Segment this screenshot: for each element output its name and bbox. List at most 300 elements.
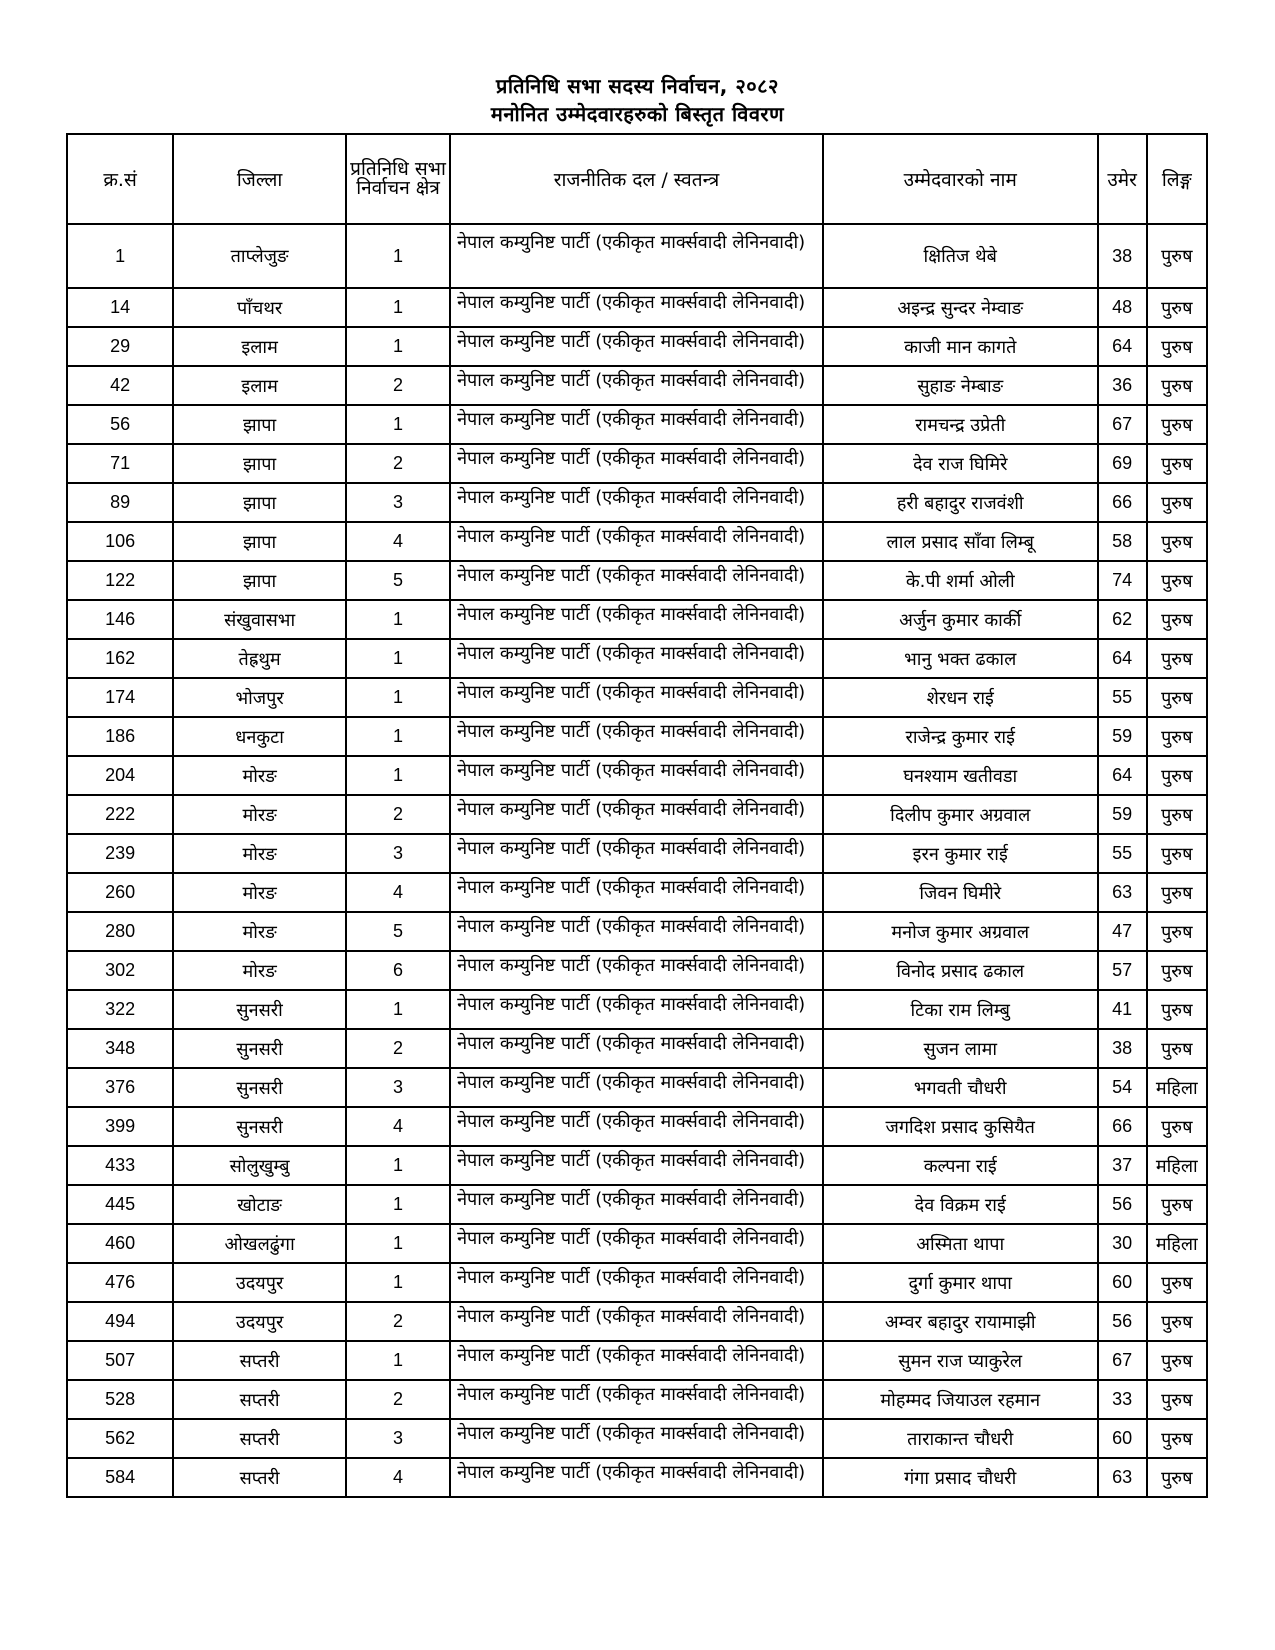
- table-row: [67, 1263, 1207, 1302]
- cell-serial: 162: [67, 639, 173, 678]
- party-text: नेपाल कम्युनिष्ट पार्टी (एकीकृत मार्क्सवादी लेनिनवादी): [457, 1111, 806, 1132]
- cell-serial: 222: [67, 795, 173, 834]
- cell-party: [450, 1146, 823, 1185]
- table-row: [67, 1068, 1207, 1107]
- cell-candidate-name: मोहम्मद जियाउल रहमान: [823, 1380, 1098, 1419]
- cell-constituency: 1: [346, 756, 450, 795]
- table-row: [67, 717, 1207, 756]
- party-text: नेपाल कम्युनिष्ट पार्टी (एकीकृत मार्क्सवादी लेनिनवादी): [457, 721, 806, 742]
- cell-gender: पुरुष: [1147, 990, 1207, 1029]
- header-district: जिल्ला: [173, 134, 346, 224]
- table-row: [67, 1341, 1207, 1380]
- cell-age: 58: [1098, 522, 1147, 561]
- cell-constituency: 1: [346, 1224, 450, 1263]
- table-row: [67, 1302, 1207, 1341]
- cell-age: 66: [1098, 1107, 1147, 1146]
- cell-age: 48: [1098, 288, 1147, 327]
- cell-serial: 174: [67, 678, 173, 717]
- party-text: नेपाल कम्युनिष्ट पार्टी (एकीकृत मार्क्सवादी लेनिनवादी): [457, 448, 806, 469]
- cell-gender: पुरुष: [1147, 1458, 1207, 1497]
- cell-serial: 528: [67, 1380, 173, 1419]
- table-row: [67, 224, 1207, 288]
- cell-candidate-name: अम्वर बहादुर रायामाझी: [823, 1302, 1098, 1341]
- cell-age: 67: [1098, 405, 1147, 444]
- cell-candidate-name: जिवन घिमीरे: [823, 873, 1098, 912]
- cell-age: 60: [1098, 1263, 1147, 1302]
- cell-gender: पुरुष: [1147, 717, 1207, 756]
- cell-candidate-name: हरी बहादुर राजवंशी: [823, 483, 1098, 522]
- cell-party: [450, 1380, 823, 1419]
- cell-district: झापा: [173, 522, 346, 561]
- cell-gender: पुरुष: [1147, 678, 1207, 717]
- cell-age: 36: [1098, 366, 1147, 405]
- party-text: नेपाल कम्युनिष्ट पार्टी (एकीकृत मार्क्सवादी लेनिनवादी): [457, 877, 806, 898]
- cell-serial: 260: [67, 873, 173, 912]
- party-text: नेपाल कम्युनिष्ट पार्टी (एकीकृत मार्क्सवादी लेनिनवादी): [457, 682, 806, 703]
- cell-district: सप्तरी: [173, 1341, 346, 1380]
- cell-district: ताप्लेजुङ: [173, 224, 346, 288]
- header-age: उमेर: [1098, 134, 1147, 224]
- table-row: [67, 990, 1207, 1029]
- table-row: [67, 288, 1207, 327]
- cell-constituency: 1: [346, 224, 450, 288]
- cell-party: [450, 1068, 823, 1107]
- cell-district: पाँचथर: [173, 288, 346, 327]
- cell-age: 69: [1098, 444, 1147, 483]
- cell-candidate-name: घनश्याम खतीवडा: [823, 756, 1098, 795]
- cell-constituency: 1: [346, 990, 450, 1029]
- cell-district: सप्तरी: [173, 1458, 346, 1497]
- cell-candidate-name: ताराकान्त चौधरी: [823, 1419, 1098, 1458]
- cell-party: [450, 951, 823, 990]
- cell-party: [450, 678, 823, 717]
- table-row: [67, 405, 1207, 444]
- cell-constituency: 4: [346, 522, 450, 561]
- cell-party: [450, 873, 823, 912]
- cell-serial: 433: [67, 1146, 173, 1185]
- cell-candidate-name: लाल प्रसाद साँवा लिम्बू: [823, 522, 1098, 561]
- party-text: नेपाल कम्युनिष्ट पार्टी (एकीकृत मार्क्सवादी लेनिनवादी): [457, 1072, 806, 1093]
- cell-constituency: 5: [346, 561, 450, 600]
- cell-constituency: 1: [346, 639, 450, 678]
- table-row: [67, 834, 1207, 873]
- cell-gender: पुरुष: [1147, 1302, 1207, 1341]
- cell-party: [450, 1341, 823, 1380]
- cell-party: [450, 224, 823, 288]
- party-text: नेपाल कम्युनिष्ट पार्टी (एकीकृत मार्क्सवादी लेनिनवादी): [457, 292, 806, 313]
- cell-candidate-name: के.पी शर्मा ओली: [823, 561, 1098, 600]
- cell-district: सुनसरी: [173, 1068, 346, 1107]
- cell-constituency: 4: [346, 873, 450, 912]
- cell-candidate-name: देव राज घिमिरे: [823, 444, 1098, 483]
- cell-serial: 302: [67, 951, 173, 990]
- cell-constituency: 1: [346, 288, 450, 327]
- cell-gender: महिला: [1147, 1224, 1207, 1263]
- party-text: नेपाल कम्युनिष्ट पार्टी (एकीकृत मार्क्सवादी लेनिनवादी): [457, 604, 806, 625]
- cell-serial: 29: [67, 327, 173, 366]
- cell-district: सुनसरी: [173, 1107, 346, 1146]
- cell-candidate-name: राजेन्द्र कुमार राई: [823, 717, 1098, 756]
- table-row: [67, 756, 1207, 795]
- cell-constituency: 2: [346, 444, 450, 483]
- cell-serial: 322: [67, 990, 173, 1029]
- cell-party: [450, 1029, 823, 1068]
- cell-gender: पुरुष: [1147, 639, 1207, 678]
- party-text: नेपाल कम्युनिष्ट पार्टी (एकीकृत मार्क्सवादी लेनिनवादी): [457, 1462, 806, 1483]
- cell-district: सोलुखुम्बु: [173, 1146, 346, 1185]
- cell-age: 66: [1098, 483, 1147, 522]
- cell-gender: पुरुष: [1147, 288, 1207, 327]
- party-text: नेपाल कम्युनिष्ट पार्टी (एकीकृत मार्क्सवादी लेनिनवादी): [457, 409, 806, 430]
- table-row: [67, 444, 1207, 483]
- cell-serial: 204: [67, 756, 173, 795]
- cell-constituency: 3: [346, 834, 450, 873]
- cell-age: 38: [1098, 224, 1147, 288]
- cell-serial: 122: [67, 561, 173, 600]
- cell-constituency: 1: [346, 405, 450, 444]
- cell-constituency: 3: [346, 1419, 450, 1458]
- cell-age: 63: [1098, 873, 1147, 912]
- cell-gender: पुरुष: [1147, 912, 1207, 951]
- cell-district: झापा: [173, 483, 346, 522]
- cell-candidate-name: क्षितिज थेबे: [823, 224, 1098, 288]
- cell-serial: 239: [67, 834, 173, 873]
- cell-age: 57: [1098, 951, 1147, 990]
- cell-party: [450, 444, 823, 483]
- table-header-row: [67, 134, 1207, 224]
- table-row: [67, 951, 1207, 990]
- title-line-1: प्रतिनिधि सभा सदस्य निर्वाचन, २०८२: [496, 74, 779, 98]
- cell-gender: पुरुष: [1147, 873, 1207, 912]
- cell-candidate-name: टिका राम लिम्बु: [823, 990, 1098, 1029]
- cell-constituency: 2: [346, 795, 450, 834]
- party-text: नेपाल कम्युनिष्ट पार्टी (एकीकृत मार्क्सवादी लेनिनवादी): [457, 526, 806, 547]
- cell-party: [450, 1263, 823, 1302]
- cell-party: [450, 288, 823, 327]
- cell-serial: 476: [67, 1263, 173, 1302]
- cell-candidate-name: दिलीप कुमार अग्रवाल: [823, 795, 1098, 834]
- cell-age: 67: [1098, 1341, 1147, 1380]
- cell-district: झापा: [173, 444, 346, 483]
- cell-age: 59: [1098, 717, 1147, 756]
- cell-serial: 42: [67, 366, 173, 405]
- header-party: राजनीतिक दल / स्वतन्त्र: [450, 134, 823, 224]
- cell-district: तेह्रथुम: [173, 639, 346, 678]
- table-row: [67, 1224, 1207, 1263]
- document-title: [0, 72, 1275, 128]
- cell-constituency: 2: [346, 1302, 450, 1341]
- cell-district: मोरङ: [173, 873, 346, 912]
- cell-serial: 71: [67, 444, 173, 483]
- cell-age: 38: [1098, 1029, 1147, 1068]
- cell-gender: पुरुष: [1147, 483, 1207, 522]
- cell-age: 74: [1098, 561, 1147, 600]
- cell-gender: पुरुष: [1147, 834, 1207, 873]
- cell-candidate-name: देव विक्रम राई: [823, 1185, 1098, 1224]
- cell-party: [450, 1107, 823, 1146]
- cell-party: [450, 483, 823, 522]
- party-text: नेपाल कम्युनिष्ट पार्टी (एकीकृत मार्क्सवादी लेनिनवादी): [457, 370, 806, 391]
- cell-gender: पुरुष: [1147, 600, 1207, 639]
- cell-district: मोरङ: [173, 756, 346, 795]
- cell-candidate-name: अइन्द्र सुन्दर नेम्वाङ: [823, 288, 1098, 327]
- cell-candidate-name: सुमन राज प्याकुरेल: [823, 1341, 1098, 1380]
- cell-constituency: 4: [346, 1107, 450, 1146]
- table-row: [67, 366, 1207, 405]
- party-text: नेपाल कम्युनिष्ट पार्टी (एकीकृत मार्क्सवादी लेनिनवादी): [457, 487, 806, 508]
- cell-district: ओखलढुंगा: [173, 1224, 346, 1263]
- cell-age: 63: [1098, 1458, 1147, 1497]
- cell-constituency: 2: [346, 1380, 450, 1419]
- cell-district: इलाम: [173, 366, 346, 405]
- party-text: नेपाल कम्युनिष्ट पार्टी (एकीकृत मार्क्सवादी लेनिनवादी): [457, 1423, 806, 1444]
- cell-constituency: 3: [346, 1068, 450, 1107]
- cell-district: मोरङ: [173, 795, 346, 834]
- party-text: नेपाल कम्युनिष्ट पार्टी (एकीकृत मार्क्सवादी लेनिनवादी): [457, 955, 806, 976]
- party-text: नेपाल कम्युनिष्ट पार्टी (एकीकृत मार्क्सवादी लेनिनवादी): [457, 1033, 806, 1054]
- cell-district: सप्तरी: [173, 1419, 346, 1458]
- cell-constituency: 6: [346, 951, 450, 990]
- table-row: [67, 600, 1207, 639]
- cell-constituency: 4: [346, 1458, 450, 1497]
- cell-gender: पुरुष: [1147, 1380, 1207, 1419]
- cell-district: झापा: [173, 405, 346, 444]
- cell-gender: पुरुष: [1147, 224, 1207, 288]
- cell-serial: 507: [67, 1341, 173, 1380]
- cell-gender: पुरुष: [1147, 327, 1207, 366]
- cell-gender: पुरुष: [1147, 756, 1207, 795]
- cell-candidate-name: काजी मान कागते: [823, 327, 1098, 366]
- party-text: नेपाल कम्युनिष्ट पार्टी (एकीकृत मार्क्सवादी लेनिनवादी): [457, 232, 806, 253]
- cell-gender: पुरुष: [1147, 1107, 1207, 1146]
- cell-constituency: 1: [346, 327, 450, 366]
- cell-gender: पुरुष: [1147, 951, 1207, 990]
- cell-gender: पुरुष: [1147, 1263, 1207, 1302]
- cell-party: [450, 1419, 823, 1458]
- cell-serial: 460: [67, 1224, 173, 1263]
- table-row: [67, 522, 1207, 561]
- cell-age: 47: [1098, 912, 1147, 951]
- cell-constituency: 1: [346, 1263, 450, 1302]
- cell-age: 64: [1098, 327, 1147, 366]
- cell-age: 37: [1098, 1146, 1147, 1185]
- table-row: [67, 1029, 1207, 1068]
- cell-constituency: 3: [346, 483, 450, 522]
- party-text: नेपाल कम्युनिष्ट पार्टी (एकीकृत मार्क्सवादी लेनिनवादी): [457, 565, 806, 586]
- cell-gender: महिला: [1147, 1146, 1207, 1185]
- cell-gender: पुरुष: [1147, 561, 1207, 600]
- cell-party: [450, 912, 823, 951]
- party-text: नेपाल कम्युनिष्ट पार्टी (एकीकृत मार्क्सवादी लेनिनवादी): [457, 1306, 806, 1327]
- cell-candidate-name: इरन कुमार राई: [823, 834, 1098, 873]
- cell-party: [450, 795, 823, 834]
- table-row: [67, 1419, 1207, 1458]
- party-text: नेपाल कम्युनिष्ट पार्टी (एकीकृत मार्क्सवादी लेनिनवादी): [457, 994, 806, 1015]
- cell-constituency: 1: [346, 1185, 450, 1224]
- cell-party: [450, 366, 823, 405]
- cell-district: मोरङ: [173, 834, 346, 873]
- cell-candidate-name: शेरधन राई: [823, 678, 1098, 717]
- cell-age: 54: [1098, 1068, 1147, 1107]
- cell-district: खोटाङ: [173, 1185, 346, 1224]
- cell-serial: 584: [67, 1458, 173, 1497]
- cell-candidate-name: भगवती चौधरी: [823, 1068, 1098, 1107]
- cell-district: सुनसरी: [173, 990, 346, 1029]
- cell-district: संखुवासभा: [173, 600, 346, 639]
- cell-district: इलाम: [173, 327, 346, 366]
- party-text: नेपाल कम्युनिष्ट पार्टी (एकीकृत मार्क्सवादी लेनिनवादी): [457, 799, 806, 820]
- cell-district: सुनसरी: [173, 1029, 346, 1068]
- table-row: [67, 561, 1207, 600]
- cell-district: उदयपुर: [173, 1302, 346, 1341]
- cell-constituency: 1: [346, 600, 450, 639]
- cell-serial: 280: [67, 912, 173, 951]
- cell-age: 33: [1098, 1380, 1147, 1419]
- table-row: [67, 1107, 1207, 1146]
- header-gender: लिङ्ग: [1147, 134, 1207, 224]
- cell-age: 56: [1098, 1302, 1147, 1341]
- cell-candidate-name: मनोज कुमार अग्रवाल: [823, 912, 1098, 951]
- table-row: [67, 873, 1207, 912]
- cell-age: 64: [1098, 639, 1147, 678]
- cell-district: सप्तरी: [173, 1380, 346, 1419]
- cell-candidate-name: अर्जुन कुमार कार्की: [823, 600, 1098, 639]
- table-row: [67, 1185, 1207, 1224]
- party-text: नेपाल कम्युनिष्ट पार्टी (एकीकृत मार्क्सवादी लेनिनवादी): [457, 1384, 806, 1405]
- cell-constituency: 1: [346, 678, 450, 717]
- party-text: नेपाल कम्युनिष्ट पार्टी (एकीकृत मार्क्सवादी लेनिनवादी): [457, 1345, 806, 1366]
- cell-party: [450, 990, 823, 1029]
- cell-age: 60: [1098, 1419, 1147, 1458]
- cell-party: [450, 756, 823, 795]
- cell-serial: 186: [67, 717, 173, 756]
- party-text: नेपाल कम्युनिष्ट पार्टी (एकीकृत मार्क्सवादी लेनिनवादी): [457, 1228, 806, 1249]
- cell-serial: 89: [67, 483, 173, 522]
- table-row: [67, 912, 1207, 951]
- title-line-2: मनोनित उम्मेदवारहरुको बिस्तृत विवरण: [490, 102, 785, 126]
- cell-age: 41: [1098, 990, 1147, 1029]
- cell-party: [450, 1302, 823, 1341]
- cell-age: 59: [1098, 795, 1147, 834]
- cell-candidate-name: सुजन लामा: [823, 1029, 1098, 1068]
- cell-candidate-name: गंगा प्रसाद चौधरी: [823, 1458, 1098, 1497]
- table-row: [67, 1380, 1207, 1419]
- party-text: नेपाल कम्युनिष्ट पार्टी (एकीकृत मार्क्सवादी लेनिनवादी): [457, 1189, 806, 1210]
- header-candidate-name: उम्मेदवारको नाम: [823, 134, 1098, 224]
- cell-constituency: 2: [346, 1029, 450, 1068]
- cell-age: 62: [1098, 600, 1147, 639]
- cell-constituency: 2: [346, 366, 450, 405]
- cell-party: [450, 1185, 823, 1224]
- table-row: [67, 678, 1207, 717]
- table-row: [67, 327, 1207, 366]
- cell-party: [450, 522, 823, 561]
- cell-gender: महिला: [1147, 1068, 1207, 1107]
- cell-serial: 445: [67, 1185, 173, 1224]
- cell-party: [450, 1224, 823, 1263]
- cell-party: [450, 600, 823, 639]
- cell-serial: 56: [67, 405, 173, 444]
- party-text: नेपाल कम्युनिष्ट पार्टी (एकीकृत मार्क्सवादी लेनिनवादी): [457, 916, 806, 937]
- cell-age: 56: [1098, 1185, 1147, 1224]
- cell-serial: 494: [67, 1302, 173, 1341]
- header-serial: क्र.सं: [67, 134, 173, 224]
- cell-gender: पुरुष: [1147, 1185, 1207, 1224]
- header-constituency: प्रतिनिधि सभा निर्वाचन क्षेत्र: [346, 134, 450, 224]
- table-row: [67, 795, 1207, 834]
- cell-age: 30: [1098, 1224, 1147, 1263]
- cell-age: 55: [1098, 678, 1147, 717]
- cell-gender: पुरुष: [1147, 1419, 1207, 1458]
- cell-district: झापा: [173, 561, 346, 600]
- cell-serial: 14: [67, 288, 173, 327]
- party-text: नेपाल कम्युनिष्ट पार्टी (एकीकृत मार्क्सवादी लेनिनवादी): [457, 760, 806, 781]
- cell-gender: पुरुष: [1147, 366, 1207, 405]
- cell-serial: 1: [67, 224, 173, 288]
- table-row: [67, 639, 1207, 678]
- table-row: [67, 1458, 1207, 1497]
- cell-candidate-name: दुर्गा कुमार थापा: [823, 1263, 1098, 1302]
- cell-party: [450, 1458, 823, 1497]
- cell-serial: 399: [67, 1107, 173, 1146]
- cell-constituency: 1: [346, 1341, 450, 1380]
- cell-district: धनकुटा: [173, 717, 346, 756]
- table-row: [67, 483, 1207, 522]
- cell-serial: 146: [67, 600, 173, 639]
- cell-age: 55: [1098, 834, 1147, 873]
- cell-candidate-name: रामचन्द्र उप्रेती: [823, 405, 1098, 444]
- party-text: नेपाल कम्युनिष्ट पार्टी (एकीकृत मार्क्सवादी लेनिनवादी): [457, 331, 806, 352]
- cell-party: [450, 561, 823, 600]
- party-text: नेपाल कम्युनिष्ट पार्टी (एकीकृत मार्क्सवादी लेनिनवादी): [457, 1267, 806, 1288]
- cell-party: [450, 834, 823, 873]
- cell-gender: पुरुष: [1147, 405, 1207, 444]
- cell-candidate-name: कल्पना राई: [823, 1146, 1098, 1185]
- cell-candidate-name: विनोद प्रसाद ढकाल: [823, 951, 1098, 990]
- cell-district: मोरङ: [173, 912, 346, 951]
- cell-gender: पुरुष: [1147, 1029, 1207, 1068]
- cell-gender: पुरुष: [1147, 795, 1207, 834]
- cell-age: 64: [1098, 756, 1147, 795]
- cell-serial: 562: [67, 1419, 173, 1458]
- cell-gender: पुरुष: [1147, 444, 1207, 483]
- table-row: [67, 1146, 1207, 1185]
- cell-party: [450, 405, 823, 444]
- cell-candidate-name: अस्मिता थापा: [823, 1224, 1098, 1263]
- party-text: नेपाल कम्युनिष्ट पार्टी (एकीकृत मार्क्सवादी लेनिनवादी): [457, 838, 806, 859]
- cell-district: भोजपुर: [173, 678, 346, 717]
- cell-serial: 348: [67, 1029, 173, 1068]
- cell-constituency: 1: [346, 1146, 450, 1185]
- party-text: नेपाल कम्युनिष्ट पार्टी (एकीकृत मार्क्सवादी लेनिनवादी): [457, 643, 806, 664]
- cell-constituency: 1: [346, 717, 450, 756]
- cell-party: [450, 639, 823, 678]
- cell-party: [450, 327, 823, 366]
- cell-gender: पुरुष: [1147, 1341, 1207, 1380]
- candidates-table: [66, 133, 1208, 1498]
- cell-gender: पुरुष: [1147, 522, 1207, 561]
- cell-serial: 106: [67, 522, 173, 561]
- cell-constituency: 5: [346, 912, 450, 951]
- cell-candidate-name: जगदिश प्रसाद कुसियैत: [823, 1107, 1098, 1146]
- cell-candidate-name: सुहाङ नेम्बाङ: [823, 366, 1098, 405]
- cell-district: मोरङ: [173, 951, 346, 990]
- cell-district: उदयपुर: [173, 1263, 346, 1302]
- table-body: [67, 224, 1207, 1497]
- party-text: नेपाल कम्युनिष्ट पार्टी (एकीकृत मार्क्सवादी लेनिनवादी): [457, 1150, 806, 1171]
- cell-party: [450, 717, 823, 756]
- cell-serial: 376: [67, 1068, 173, 1107]
